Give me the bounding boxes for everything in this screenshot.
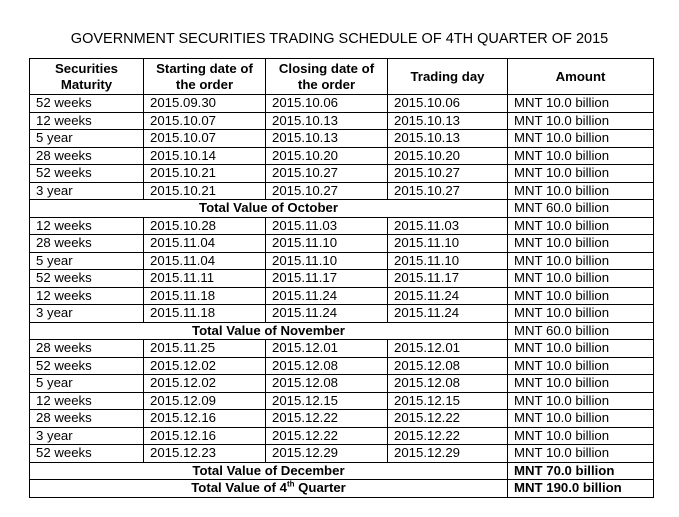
cell-maturity: 52 weeks	[30, 270, 144, 288]
table-row	[30, 392, 654, 410]
cell-trading-day: 2015.12.29	[388, 445, 508, 463]
cell-closing-date: 2015.10.27	[266, 182, 388, 200]
table-row	[30, 445, 654, 463]
cell-maturity: 28 weeks	[30, 410, 144, 428]
table-row	[30, 130, 654, 148]
cell-amount: MNT 10.0 billion	[508, 217, 654, 235]
cell-trading-day: 2015.12.15	[388, 392, 508, 410]
total-label: Total Value of October	[30, 200, 508, 218]
cell-amount: MNT 10.0 billion	[508, 287, 654, 305]
header-closing-date: Closing date of the order	[266, 59, 388, 95]
total-label: Total Value of November	[30, 322, 508, 340]
cell-closing-date: 2015.12.22	[266, 410, 388, 428]
cell-start-date: 2015.10.07	[144, 130, 266, 148]
header-maturity: Securities Maturity	[30, 59, 144, 95]
table-row	[30, 410, 654, 428]
cell-start-date: 2015.10.21	[144, 165, 266, 183]
table-row	[30, 427, 654, 445]
cell-closing-date: 2015.10.20	[266, 147, 388, 165]
cell-start-date: 2015.12.23	[144, 445, 266, 463]
table-header-row	[30, 59, 654, 95]
cell-trading-day: 2015.11.24	[388, 287, 508, 305]
total-row-october	[30, 200, 654, 218]
total-row-december	[30, 462, 654, 480]
cell-trading-day: 2015.10.13	[388, 130, 508, 148]
cell-maturity: 52 weeks	[30, 445, 144, 463]
cell-maturity: 12 weeks	[30, 287, 144, 305]
cell-trading-day: 2015.10.20	[388, 147, 508, 165]
cell-trading-day: 2015.12.08	[388, 375, 508, 393]
cell-maturity: 12 weeks	[30, 217, 144, 235]
cell-start-date: 2015.10.28	[144, 217, 266, 235]
cell-start-date: 2015.11.18	[144, 305, 266, 323]
table-row	[30, 357, 654, 375]
cell-maturity: 5 year	[30, 130, 144, 148]
cell-trading-day: 2015.11.24	[388, 305, 508, 323]
cell-closing-date: 2015.12.15	[266, 392, 388, 410]
table-row	[30, 235, 654, 253]
page-title: GOVERNMENT SECURITIES TRADING SCHEDULE OF 4TH QUARTER OF 2015	[70, 31, 609, 47]
cell-closing-date: 2015.11.17	[266, 270, 388, 288]
cell-closing-date: 2015.10.13	[266, 112, 388, 130]
cell-closing-date: 2015.11.10	[266, 235, 388, 253]
cell-amount: MNT 10.0 billion	[508, 130, 654, 148]
cell-amount: MNT 10.0 billion	[508, 357, 654, 375]
cell-start-date: 2015.11.04	[144, 252, 266, 270]
cell-amount: MNT 10.0 billion	[508, 305, 654, 323]
cell-amount: MNT 10.0 billion	[508, 235, 654, 253]
total-row-quarter	[30, 480, 654, 498]
cell-maturity: 5 year	[30, 375, 144, 393]
total-amount: MNT 60.0 billion	[508, 322, 654, 340]
cell-trading-day: 2015.10.13	[388, 112, 508, 130]
cell-start-date: 2015.10.07	[144, 112, 266, 130]
cell-start-date: 2015.12.02	[144, 357, 266, 375]
cell-trading-day: 2015.12.22	[388, 410, 508, 428]
table-row	[30, 287, 654, 305]
cell-closing-date: 2015.10.13	[266, 130, 388, 148]
table-row	[30, 112, 654, 130]
cell-amount: MNT 10.0 billion	[508, 95, 654, 113]
table-row	[30, 252, 654, 270]
table-row	[30, 340, 654, 358]
table-row	[30, 165, 654, 183]
cell-trading-day: 2015.10.27	[388, 182, 508, 200]
cell-trading-day: 2015.10.27	[388, 165, 508, 183]
table-row	[30, 95, 654, 113]
cell-closing-date: 2015.12.22	[266, 427, 388, 445]
trading-schedule-table	[29, 58, 654, 498]
total-row-november	[30, 322, 654, 340]
cell-amount: MNT 10.0 billion	[508, 392, 654, 410]
cell-closing-date: 2015.11.24	[266, 305, 388, 323]
cell-amount: MNT 10.0 billion	[508, 375, 654, 393]
cell-trading-day: 2015.11.17	[388, 270, 508, 288]
cell-trading-day: 2015.12.22	[388, 427, 508, 445]
cell-closing-date: 2015.10.27	[266, 165, 388, 183]
cell-trading-day: 2015.11.10	[388, 235, 508, 253]
cell-closing-date: 2015.11.10	[266, 252, 388, 270]
cell-start-date: 2015.12.16	[144, 427, 266, 445]
cell-trading-day: 2015.10.06	[388, 95, 508, 113]
cell-amount: MNT 10.0 billion	[508, 427, 654, 445]
total-label: Total Value of 4th Quarter	[30, 480, 508, 498]
cell-amount: MNT 10.0 billion	[508, 182, 654, 200]
cell-start-date: 2015.09.30	[144, 95, 266, 113]
cell-trading-day: 2015.12.08	[388, 357, 508, 375]
cell-trading-day: 2015.11.03	[388, 217, 508, 235]
cell-amount: MNT 10.0 billion	[508, 270, 654, 288]
total-amount: MNT 60.0 billion	[508, 200, 654, 218]
cell-start-date: 2015.11.25	[144, 340, 266, 358]
cell-maturity: 3 year	[30, 305, 144, 323]
cell-maturity: 52 weeks	[30, 95, 144, 113]
table-row	[30, 270, 654, 288]
cell-closing-date: 2015.11.24	[266, 287, 388, 305]
cell-start-date: 2015.11.04	[144, 235, 266, 253]
cell-closing-date: 2015.11.03	[266, 217, 388, 235]
cell-maturity: 28 weeks	[30, 235, 144, 253]
cell-start-date: 2015.12.09	[144, 392, 266, 410]
cell-amount: MNT 10.0 billion	[508, 165, 654, 183]
cell-amount: MNT 10.0 billion	[508, 410, 654, 428]
cell-maturity: 12 weeks	[30, 392, 144, 410]
table-row	[30, 147, 654, 165]
cell-start-date: 2015.12.16	[144, 410, 266, 428]
cell-start-date: 2015.12.02	[144, 375, 266, 393]
cell-start-date: 2015.11.11	[144, 270, 266, 288]
cell-maturity: 28 weeks	[30, 340, 144, 358]
cell-maturity: 28 weeks	[30, 147, 144, 165]
cell-closing-date: 2015.12.08	[266, 357, 388, 375]
cell-trading-day: 2015.12.01	[388, 340, 508, 358]
cell-closing-date: 2015.10.06	[266, 95, 388, 113]
total-label: Total Value of December	[30, 462, 508, 480]
cell-closing-date: 2015.12.08	[266, 375, 388, 393]
cell-start-date: 2015.11.18	[144, 287, 266, 305]
cell-maturity: 52 weeks	[30, 357, 144, 375]
cell-maturity: 5 year	[30, 252, 144, 270]
cell-start-date: 2015.10.14	[144, 147, 266, 165]
cell-maturity: 3 year	[30, 182, 144, 200]
total-amount: MNT 190.0 billion	[508, 480, 654, 498]
header-start-date: Starting date of the order	[144, 59, 266, 95]
cell-maturity: 3 year	[30, 427, 144, 445]
table-row	[30, 375, 654, 393]
cell-closing-date: 2015.12.01	[266, 340, 388, 358]
table-row	[30, 182, 654, 200]
total-amount: MNT 70.0 billion	[508, 462, 654, 480]
cell-amount: MNT 10.0 billion	[508, 340, 654, 358]
cell-maturity: 52 weeks	[30, 165, 144, 183]
table-row	[30, 305, 654, 323]
cell-trading-day: 2015.11.10	[388, 252, 508, 270]
header-amount: Amount	[508, 59, 654, 95]
cell-start-date: 2015.10.21	[144, 182, 266, 200]
cell-closing-date: 2015.12.29	[266, 445, 388, 463]
header-trading-day: Trading day	[388, 59, 508, 95]
table-row	[30, 217, 654, 235]
cell-amount: MNT 10.0 billion	[508, 445, 654, 463]
cell-maturity: 12 weeks	[30, 112, 144, 130]
cell-amount: MNT 10.0 billion	[508, 252, 654, 270]
cell-amount: MNT 10.0 billion	[508, 112, 654, 130]
cell-amount: MNT 10.0 billion	[508, 147, 654, 165]
